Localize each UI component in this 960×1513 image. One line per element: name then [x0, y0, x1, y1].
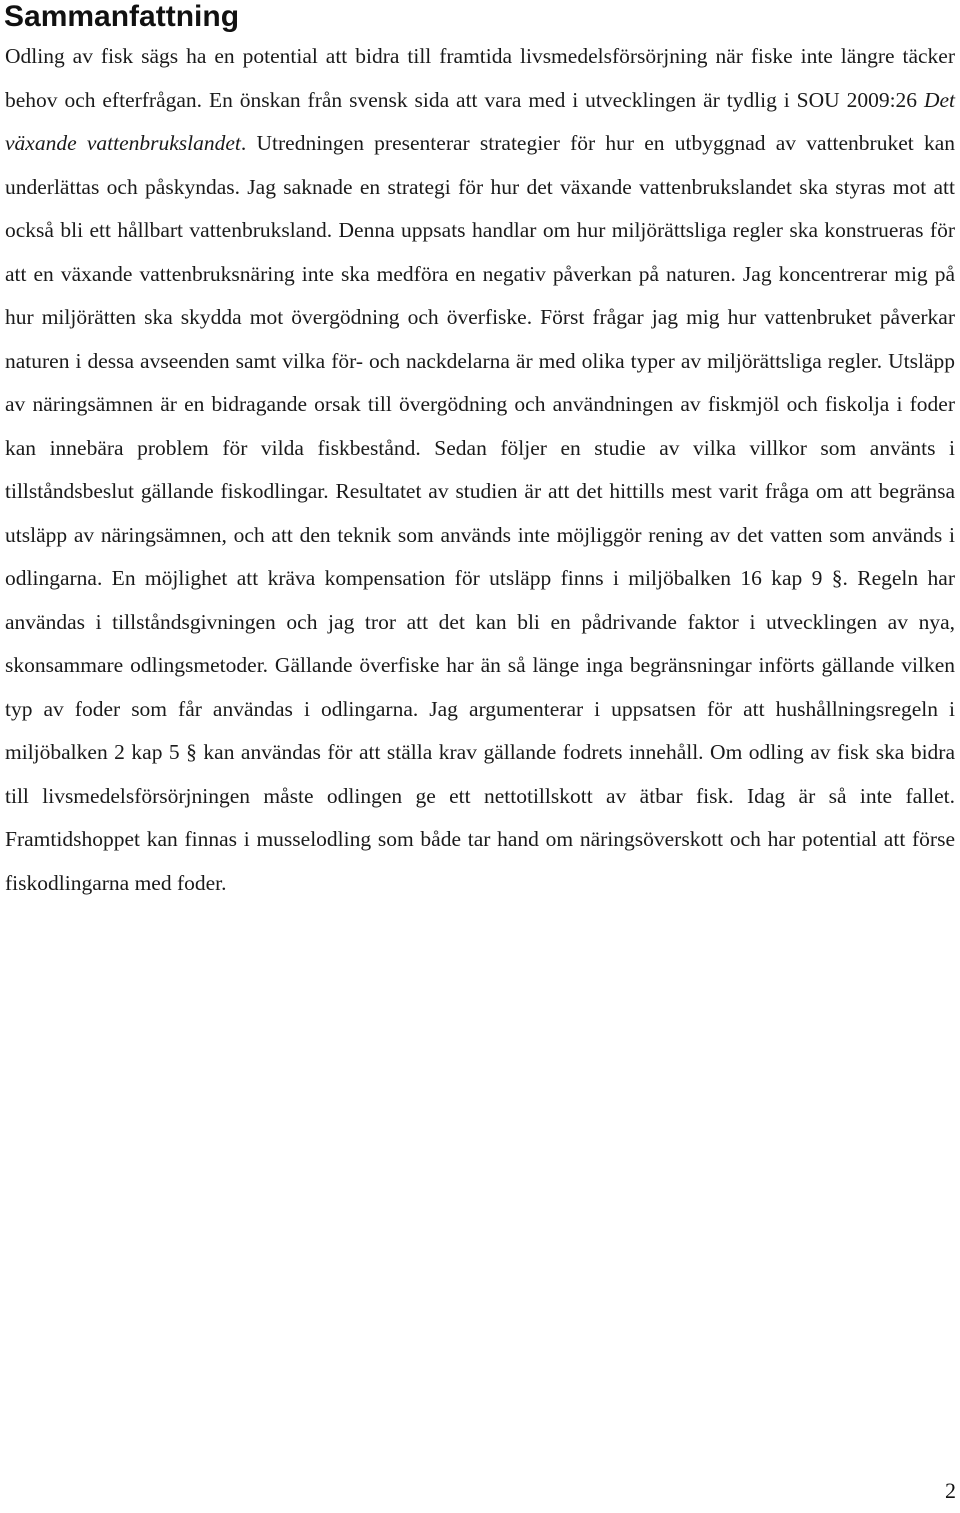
summary-text-part-3: . Regeln har användas i tillståndsgivningen och jag tror att det kan bli en pådrivande faktor i utvecklingen av nya, skonsammare odlingsmetoder. Gällande överfiske har än så länge inga begränsningar införts gällande vilken typ av foder som får användas i odlingarna. Jag argumenterar i uppsatsen för att hushållningsregeln i miljöbalken 2 kap 5	[5, 566, 955, 764]
report-title: Det växande vattenbrukslandet	[5, 87, 955, 155]
summary-paragraph	[5, 35, 955, 905]
page-number: 2	[945, 1478, 956, 1503]
section-sign: §	[831, 566, 843, 590]
summary-text-part-2: . Utredningen presenterar strategier för hur en utbyggnad av vattenbruket kan underlättas och påskyndas. Jag saknade en strategi för hur det växande vattenbrukslandet ska styras mot att också bli ett hållbart vattenbruksland. Denna uppsats handlar om hur miljörättsliga regler ska konstrueras för att en växande vattenbruksnäring inte ska medföra en negativ påverkan på naturen. Jag koncentrerar mig på hur miljörätten ska skydda mot övergödning och överfiske. Först frågar jag mig hur vattenbruket påverkar naturen i dessa avseenden samt vilka för- och nackdelarna är med olika typer av miljörättsliga regler. Utsläpp av näringsämnen är en bidragande orsak till övergödning och användningen av fiskmjöl och fiskolja i foder kan innebära problem för vilda fiskbestånd. Sedan följer en studie av vilka villkor som använts i tillståndsbeslut gällande fiskodlingar. Resultatet av studien är att det hittills mest varit fråga om att begränsa utsläpp av näringsämnen, och att den teknik som används inte möjliggör rening av det vatten som används i odlingarna. En möjlighet att kräva kompensation för utsläpp finns i miljöbalken 16 kap 9	[5, 131, 955, 590]
summary-text-part-1: Odling av fisk sägs ha en potential att bidra till framtida livsmedelsförsörjning när fiske inte längre täcker behov och efterfrågan. En önskan från svensk sida att vara med i utvecklingen är tydlig i SOU 2009:26	[5, 44, 955, 112]
section-sign: §	[186, 740, 197, 764]
summary-text-part-4: kan användas för att ställa krav gällande fodrets innehåll. Om odling av fisk ska bidra till livsmedelsförsörjningen måste odlingen ge ett nettotillskott av ätbar fisk. Idag är så inte fallet. Framtidshoppet kan finnas i musselodling som både tar hand om näringsöverskott och har potential att förse fiskodlingarna med foder.	[5, 740, 956, 895]
page-heading: Sammanfattning	[4, 0, 240, 33]
